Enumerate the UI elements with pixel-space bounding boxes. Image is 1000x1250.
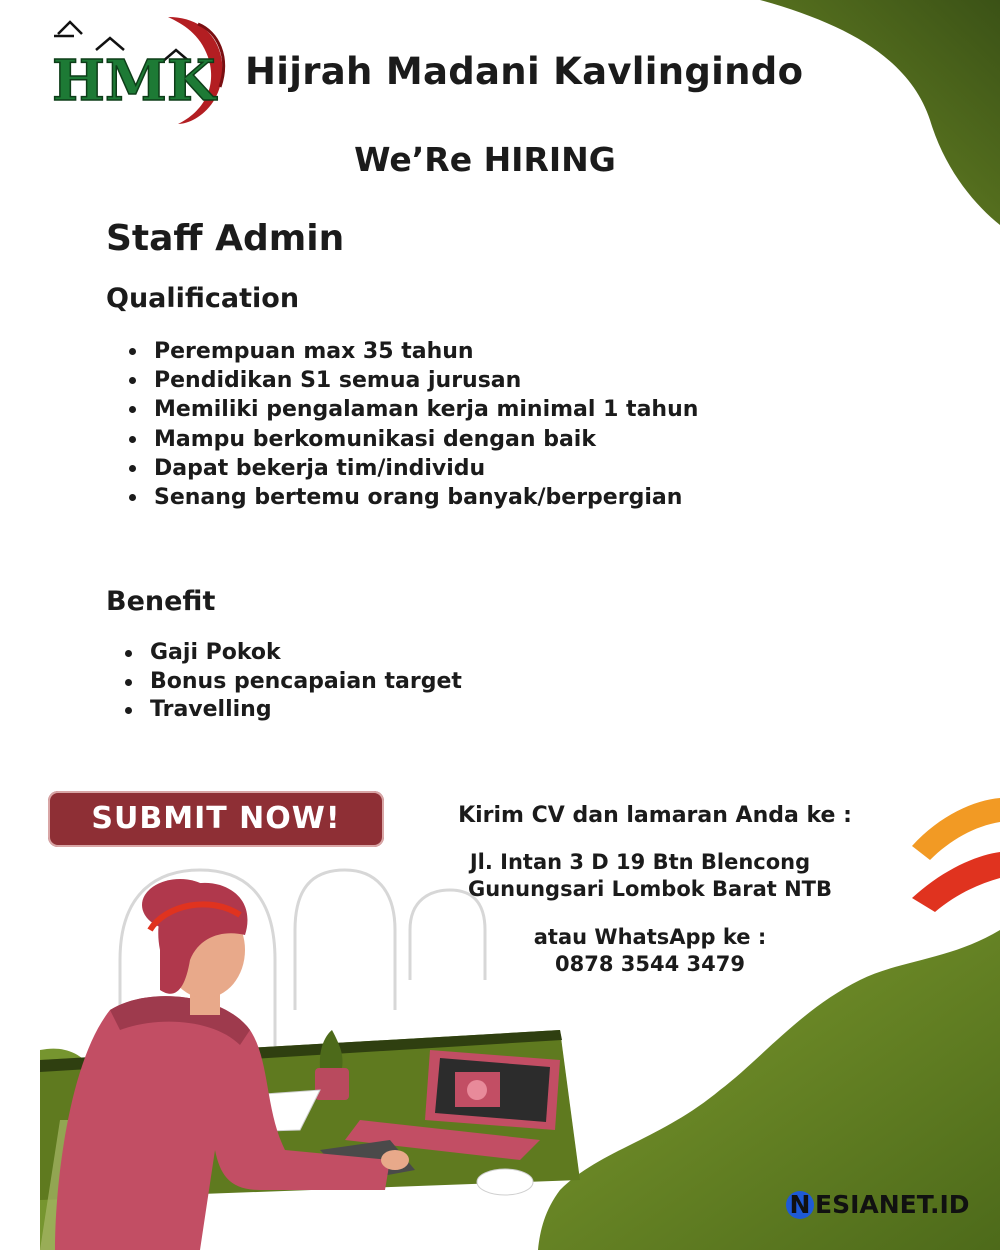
qualification-list [127, 337, 698, 512]
watermark [786, 1190, 970, 1219]
company-name: Hijrah Madani Kavlingindo [245, 50, 804, 93]
company-logo [48, 12, 238, 132]
orange-arc [912, 798, 1000, 860]
job-title: Staff Admin [106, 218, 345, 259]
benefit-list [123, 639, 462, 725]
watermark-n: N [786, 1191, 814, 1219]
send-to-label: Kirim CV dan lamaran Anda ke : [458, 803, 852, 828]
list-item: Dapat bekerja tim/individu [127, 454, 698, 483]
qualification-heading: Qualification [106, 283, 300, 314]
hiring-heading: We’Re HIRING [354, 140, 616, 179]
address-line-2: Gunungsari Lombok Barat NTB [468, 877, 832, 901]
list-item: Perempuan max 35 tahun [127, 337, 698, 366]
list-item: Memiliki pengalaman kerja minimal 1 tahun [127, 395, 698, 424]
list-item: Bonus pencapaian target [123, 668, 462, 697]
red-arc [912, 852, 1000, 912]
list-item: Mampu berkomunikasi dengan baik [127, 425, 698, 454]
logo-letters: HMK [52, 48, 216, 114]
list-item: Gaji Pokok [123, 639, 462, 668]
list-item: Pendidikan S1 semua jurusan [127, 366, 698, 395]
watermark-text: ESIANET.ID [815, 1190, 970, 1219]
submit-now-button[interactable]: SUBMIT NOW! [48, 791, 384, 847]
phone-number[interactable]: 0878 3544 3479 [555, 952, 745, 976]
plant-pot [315, 1068, 349, 1100]
benefit-heading: Benefit [106, 586, 216, 617]
list-item: Senang bertemu orang banyak/berpergian [127, 483, 698, 512]
address-line-1: Jl. Intan 3 D 19 Btn Blencong [469, 850, 811, 874]
top-right-blob [760, 0, 1000, 225]
whatsapp-label: atau WhatsApp ke : [533, 925, 767, 949]
list-item: Travelling [123, 696, 462, 725]
